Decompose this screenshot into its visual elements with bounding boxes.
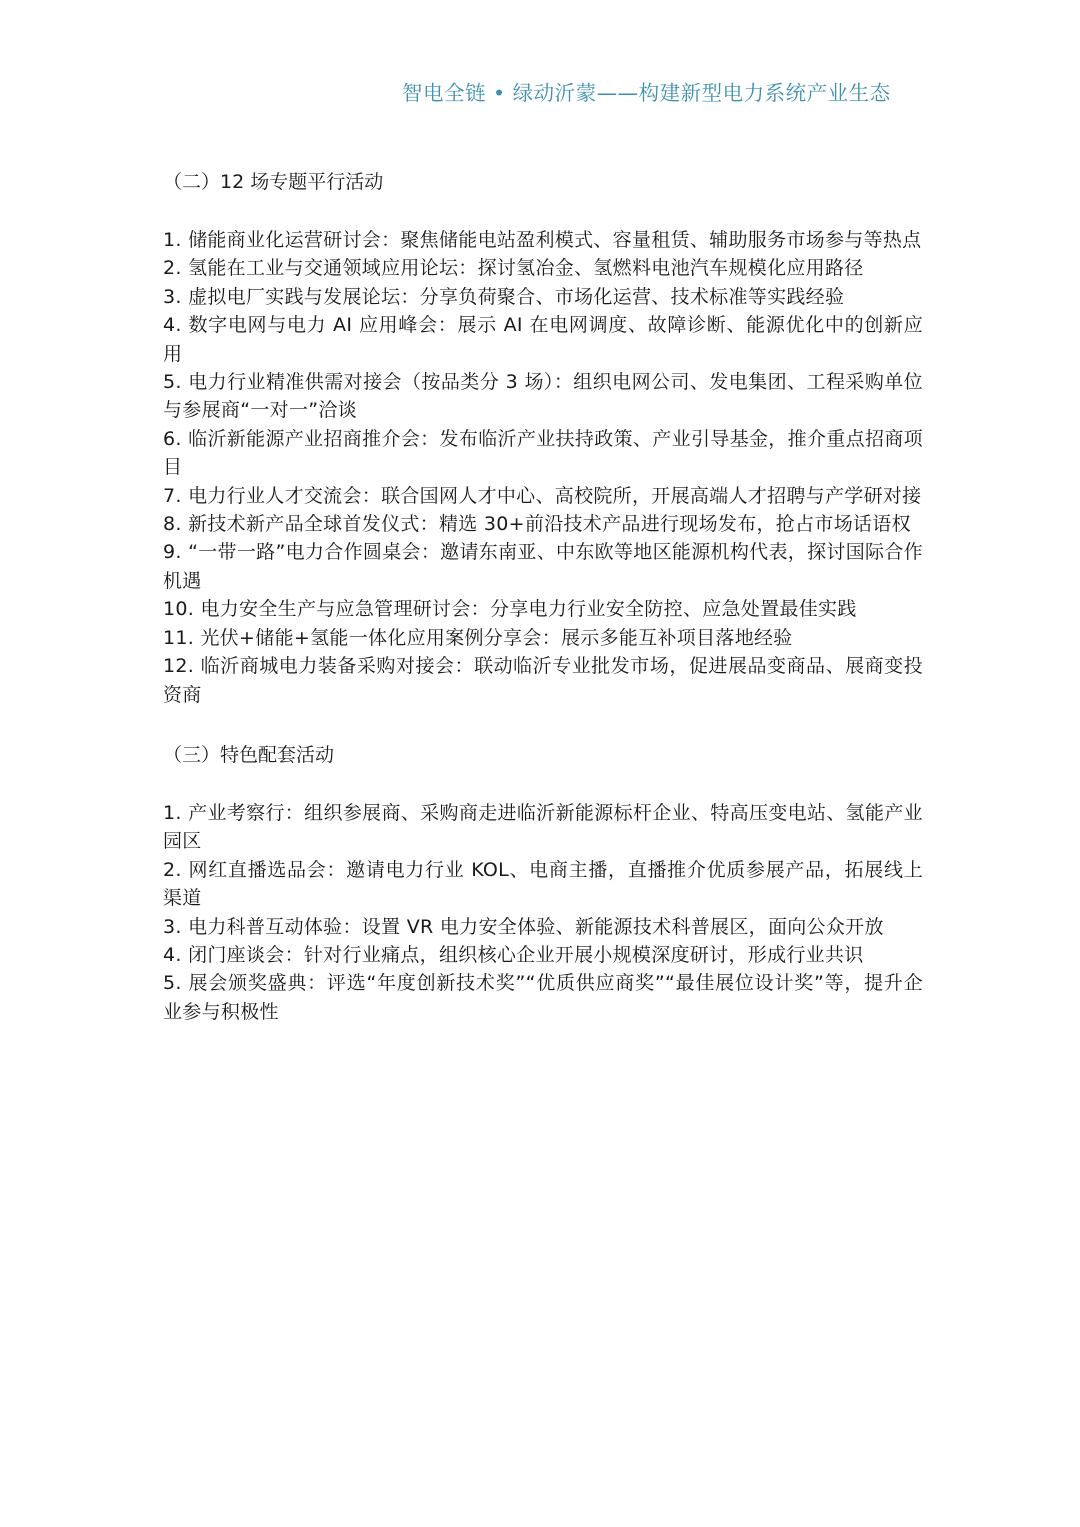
list-item: 6. 临沂新能源产业招商推介会：发布临沂产业扶持政策、产业引导基金，推介重点招商项目 bbox=[163, 427, 923, 479]
list-item: 10. 电力安全生产与应急管理研讨会：分享电力行业安全防控、应急处置最佳实践 bbox=[163, 598, 857, 621]
list-item: 12. 临沂商城电力装备采购对接会：联动临沂专业批发市场，促进展品变商品、展商变投资商 bbox=[163, 655, 923, 706]
list-item: 9. “一带一路”电力合作圆桌会：邀请东南亚、中东欧等地区能源机构代表，探讨国际合作机遇 bbox=[163, 541, 923, 592]
list-item: 5. 电力行业精准供需对接会（按品类分 3 场）：组织电网公司、发电集团、工程采购单位与参展商“一对一”洽谈 bbox=[163, 371, 923, 422]
list-item: 2. 网红直播选品会：邀请电力行业 KOL、电商主播，直播推介优质参展产品，拓展线上渠道 bbox=[163, 858, 923, 910]
list-item: 5. 展会颁奖盛典：评选“年度创新技术奖”“优质供应商奖”“最佳展位设计奖”等，提升企业参与积极性 bbox=[163, 972, 923, 1023]
document-body bbox=[163, 168, 923, 1026]
section-two-heading: （二）12 场专题平行活动 bbox=[163, 171, 384, 193]
list-item: 3. 虚拟电厂实践与发展论坛：分享负荷聚合、市场化运营、技术标准等实践经验 bbox=[163, 285, 845, 308]
list-item: 1. 储能商业化运营研讨会：聚焦储能电站盈利模式、容量租赁、辅助服务市场参与等热点 bbox=[163, 229, 922, 251]
list-item: 3. 电力科普互动体验：设置 VR 电力安全体验、新能源技术科普展区，面向公众开放 bbox=[163, 915, 884, 938]
list-item: 7. 电力行业人才交流会：联合国网人才中心、高校院所，开展高端人才招聘与产学研对接 bbox=[163, 484, 922, 507]
list-item: 2. 氢能在工业与交通领域应用论坛：探讨氢冶金、氢燃料电池汽车规模化应用路径 bbox=[163, 257, 864, 280]
section-two-list bbox=[163, 226, 923, 709]
section-three-list bbox=[163, 799, 923, 1026]
list-item: 1. 产业考察行：组织参展商、采购商走进临沂新能源标杆企业、特高压变电站、氢能产业园区 bbox=[163, 801, 923, 853]
section-three-heading: （三）特色配套活动 bbox=[163, 743, 335, 766]
list-item: 4. 闭门座谈会：针对行业痛点，组织核心企业开展小规模深度研讨，形成行业共识 bbox=[163, 943, 864, 966]
page-header-title: 智电全链 • 绿动沂蒙——构建新型电力系统产业生态 bbox=[402, 81, 891, 105]
list-item: 8. 新技术新产品全球首发仪式：精选 30+前沿技术产品进行现场发布，抢占市场话语权 bbox=[163, 513, 911, 536]
list-item: 4. 数字电网与电力 AI 应用峰会：展示 AI 在电网调度、故障诊断、能源优化中的创新应用 bbox=[163, 314, 923, 365]
list-item: 11. 光伏+储能+氢能一体化应用案例分享会：展示多能互补项目落地经验 bbox=[163, 626, 793, 649]
